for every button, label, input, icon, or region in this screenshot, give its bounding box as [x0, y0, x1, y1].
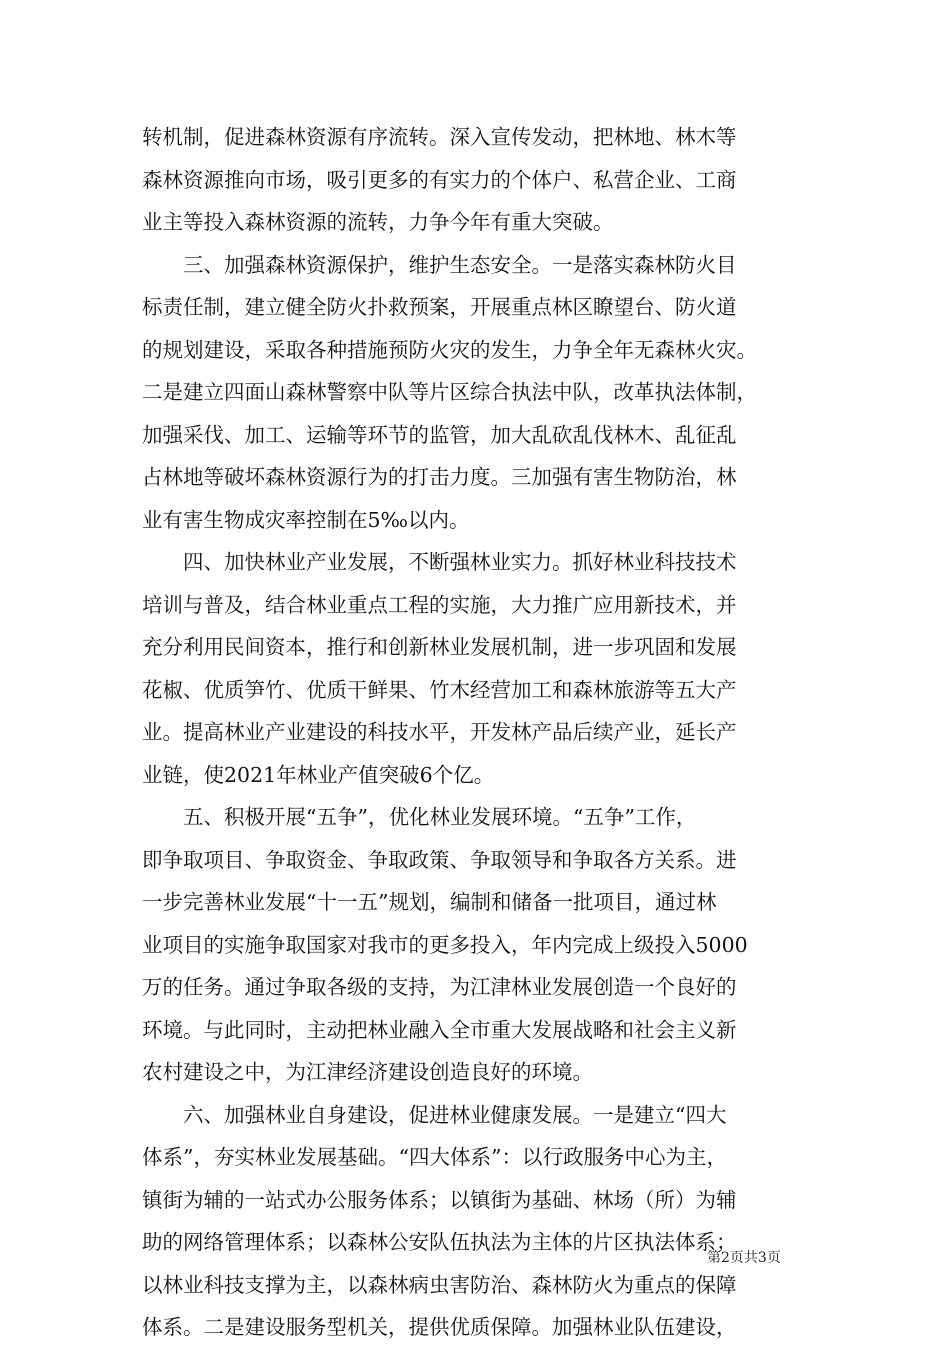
page-number: 第2页共3页 — [707, 1250, 781, 1266]
paragraph-section-4 — [142, 541, 812, 796]
text-line: 农村建设之中，为江津经济建设创造良好的环境。 — [142, 1060, 593, 1084]
text-line: 一步完善林业发展“十一五”规划，编制和储备一批项目，通过林 — [142, 890, 717, 914]
text-line: 加强采伐、加工、运输等环节的监管，加大乱砍乱伐林木、乱征乱 — [142, 422, 737, 447]
text-line: 镇街为辅的一站式办公服务体系；以镇街为基础、林场（所）为辅 — [142, 1187, 737, 1212]
paragraph-section-3 — [142, 244, 812, 542]
text-line: 环境。与此同时，主动把林业融入全市重大发展战略和社会主义新 — [142, 1017, 737, 1042]
text-line: 业有害生物成灾率控制在5‰以内。 — [142, 507, 470, 532]
text-line: 森林资源推向市场，吸引更多的有实力的个体户、私营企业、工商 — [142, 167, 737, 192]
text-line: 三、加强森林资源保护，维护生态安全。一是落实森林防火目 — [183, 252, 737, 277]
text-line: 业。提高林业产业建设的科技水平，开发林产品后续产业，延长产 — [142, 720, 737, 744]
text-line: 培训与普及，结合林业重点工程的实施，大力推广应用新技术，并 — [142, 592, 737, 617]
text-line: 业链，使2021年林业产值突破6个亿。 — [142, 762, 495, 787]
paragraph-section-6 — [142, 1094, 812, 1349]
text-line: 二是建立四面山森林警察中队等片区综合执法中队，改革执法体制， — [142, 380, 757, 404]
text-line: 业项目的实施争取国家对我市的更多投入，年内完成上级投入5000 — [142, 932, 748, 957]
text-line: 即争取项目、争取资金、争取政策、争取领导和争取各方关系。进 — [142, 847, 737, 872]
text-line: 占林地等破坏森林资源行为的打击力度。三加强有害生物防治，林 — [142, 465, 737, 489]
text-line: 的规划建设，采取各种措施预防火灾的发生，力争全年无森林火灾。 — [142, 337, 757, 362]
text-line: 花椒、优质笋竹、优质干鲜果、竹木经营加工和森林旅游等五大产 — [142, 677, 737, 702]
text-line: 五、积极开展“五争”，优化林业发展环境。“五争”工作， — [183, 805, 697, 829]
paragraph-continuation — [142, 116, 812, 244]
document-body — [142, 116, 812, 1349]
text-line: 四、加快林业产业发展，不断强林业实力。抓好林业科技技术 — [183, 550, 737, 574]
text-line: 体系”，夯实林业发展基础。“四大体系”：以行政服务中心为主， — [142, 1145, 727, 1169]
text-line: 业主等投入森林资源的流转，力争今年有重大突破。 — [142, 210, 614, 234]
paragraph-section-5 — [142, 796, 812, 1094]
text-line: 转机制，促进森林资源有序流转。深入宣传发动，把林地、林木等 — [142, 125, 737, 149]
text-line: 六、加强林业自身建设，促进林业健康发展。一是建立“四大 — [183, 1102, 727, 1127]
text-line: 充分利用民间资本，推行和创新林业发展机制，进一步巩固和发展 — [142, 635, 737, 659]
text-line: 体系。二是建设服务型机关，提供优质保障。加强林业队伍建设， — [142, 1315, 737, 1339]
text-line: 万的任务。通过争取各级的支持，为江津林业发展创造一个良好的 — [142, 975, 737, 999]
text-line: 以林业科技支撑为主，以森林病虫害防治、森林防火为重点的保障 — [142, 1272, 737, 1297]
text-line: 标责任制，建立健全防火扑救预案，开展重点林区瞭望台、防火道 — [142, 295, 737, 319]
text-line: 助的网络管理体系；以森林公安队伍执法为主体的片区执法体系； — [142, 1230, 737, 1254]
